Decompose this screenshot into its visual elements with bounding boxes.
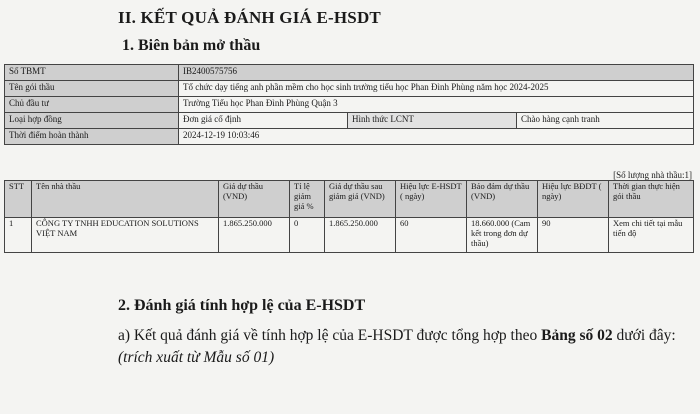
paragraph-table-ref: Bảng số 02 [541, 327, 613, 344]
paragraph-text-2: dưới đây: [612, 327, 676, 344]
cell-validity: 60 [396, 218, 467, 253]
info-value: 2024-12-19 10:03:46 [179, 129, 694, 145]
bidder-count-note: [Số lượng nhà thầu:1] [613, 170, 692, 180]
subsection-title: 1. Biên bản mở thầu [122, 37, 261, 54]
info-label: Tên gói thầu [5, 81, 179, 97]
bid-results-table [4, 180, 694, 253]
cell-bidder-name: CÔNG TY TNHH EDUCATION SOLUTIONS VIỆT NAM [32, 218, 219, 253]
cell-bid-price: 1.865.250.000 [219, 218, 290, 253]
info-label: Số TBMT [5, 65, 179, 81]
header-bid-price: Giá dự thầu (VND) [219, 181, 290, 218]
cell-stt: 1 [5, 218, 32, 253]
info-row [5, 81, 694, 97]
info-label-secondary: Hình thức LCNT [348, 113, 517, 129]
header-security-validity: Hiệu lực BĐDT ( ngày) [538, 181, 609, 218]
bid-opening-info-table [4, 64, 694, 145]
table-row [5, 218, 694, 253]
header-bidder-name: Tên nhà thầu [32, 181, 219, 218]
header-stt: STT [5, 181, 32, 218]
info-label: Chủ đầu tư [5, 97, 179, 113]
info-label: Loại hợp đồng [5, 113, 179, 129]
paragraph-text-1: a) Kết quả đánh giá về tính hợp lệ của E-HSDT được tổng hợp theo [118, 327, 542, 344]
cell-discount-rate: 0 [290, 218, 325, 253]
section2-title: 2. Đánh giá tính hợp lệ của E-HSDT [118, 297, 366, 314]
header-bid-security: Bảo đảm dự thầu (VND) [467, 181, 538, 218]
cell-execution-time: Xem chi tiết tại mẫu tiến độ [609, 218, 694, 253]
table-header-row [5, 181, 694, 218]
cell-price-after-discount: 1.865.250.000 [325, 218, 396, 253]
info-value: Tổ chức dạy tiếng anh phần mềm cho học sinh trường tiểu học Phan Đình Phùng năm học 2024-2025 [179, 81, 694, 97]
info-row [5, 129, 694, 145]
cell-bid-security: 18.660.000 (Cam kết trong đơn dự thầu) [467, 218, 538, 253]
evaluation-paragraph [118, 325, 678, 369]
info-row [5, 113, 694, 129]
header-execution-time: Thời gian thực hiện gói thầu [609, 181, 694, 218]
header-price-after-discount: Giá dự thầu sau giảm giá (VND) [325, 181, 396, 218]
info-row [5, 65, 694, 81]
cell-security-validity: 90 [538, 218, 609, 253]
info-row [5, 97, 694, 113]
paragraph-source-note: (trích xuất từ Mẫu số 01) [118, 349, 275, 366]
info-value-secondary: Chào hàng cạnh tranh [517, 113, 694, 129]
header-discount-rate: Tỉ lệ giảm giá % [290, 181, 325, 218]
info-value: Đơn giá cố định [179, 113, 348, 129]
info-value: Trường Tiểu học Phan Đình Phùng Quận 3 [179, 97, 694, 113]
info-value: IB2400575756 [179, 65, 694, 81]
info-label: Thời điểm hoàn thành [5, 129, 179, 145]
header-validity: Hiệu lực E-HSDT ( ngày) [396, 181, 467, 218]
section-title: II. KẾT QUẢ ĐÁNH GIÁ E-HSDT [118, 8, 381, 27]
